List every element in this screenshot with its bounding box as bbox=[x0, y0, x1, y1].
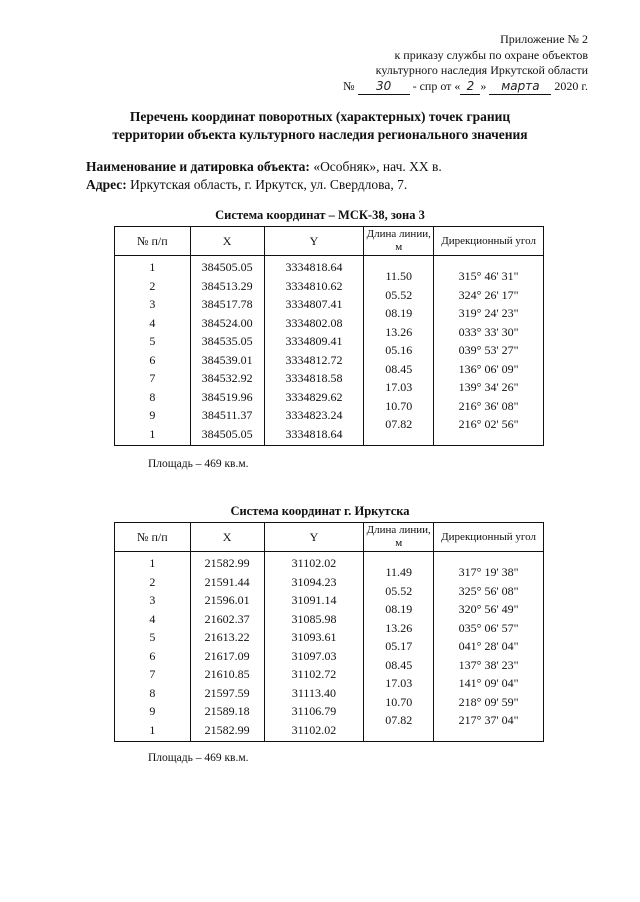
x-cell bbox=[190, 552, 264, 742]
angle-column bbox=[434, 256, 543, 436]
table-cell-value: 384517.78 bbox=[201, 297, 253, 311]
table-cell-value: 7 bbox=[149, 371, 156, 385]
table-cell-value: 136° 06' 09" bbox=[458, 361, 519, 376]
object-address-row bbox=[86, 176, 442, 194]
table-cell-value: 3334818.58 bbox=[285, 371, 343, 385]
col-header-number: № п/п bbox=[115, 227, 191, 256]
table-cell-value: 141° 09' 04" bbox=[458, 676, 519, 690]
table-1-title: Система координат – МСК-38, зона 3 bbox=[215, 208, 425, 222]
table-cell-value: 21602.37 bbox=[204, 611, 250, 626]
table-cell-value: 6 bbox=[149, 648, 156, 663]
table-cell-value: 315° 46' 31" bbox=[458, 269, 519, 283]
table-cell-value: 21610.85 bbox=[204, 667, 250, 681]
angle-cell bbox=[434, 552, 544, 742]
table-cell-value: 08.45 bbox=[385, 657, 413, 672]
table-cell-value: 8 bbox=[149, 685, 156, 700]
y-column bbox=[265, 552, 364, 741]
col-header-angle: Дирекционный угол bbox=[434, 523, 544, 552]
table-cell-value: 320° 56' 49" bbox=[458, 602, 519, 616]
table-cell-value: 216° 36' 08" bbox=[458, 398, 519, 413]
title-line-2: территории объекта культурного наследия регионального значения bbox=[112, 127, 528, 142]
table-cell-value: 9 bbox=[149, 408, 156, 422]
table-cell-value: 10.70 bbox=[385, 398, 413, 413]
table-cell-value: 07.82 bbox=[385, 713, 413, 727]
table-cell-value: 3334823.24 bbox=[285, 408, 343, 422]
table-cell-value: 325° 56' 08" bbox=[458, 583, 519, 598]
table-header-row bbox=[115, 523, 544, 552]
col-header-length: Длина линии, м bbox=[364, 227, 434, 256]
table-cell-value: 137° 38' 23" bbox=[458, 657, 519, 672]
table-cell-value: 1 bbox=[149, 426, 156, 441]
table-cell-value: 039° 53' 27" bbox=[458, 343, 519, 357]
table-cell-value: 5 bbox=[149, 630, 156, 644]
table-cell-value: 3334802.08 bbox=[285, 315, 343, 330]
table-cell-value: 21613.22 bbox=[204, 630, 250, 644]
y-cell bbox=[264, 256, 364, 446]
table-cell-value: 2 bbox=[149, 278, 156, 293]
table-cell-value: 384511.37 bbox=[201, 408, 253, 422]
table-cell-value: 17.03 bbox=[385, 676, 413, 690]
number-sign: № bbox=[343, 78, 355, 93]
col-header-y: Y bbox=[264, 523, 364, 552]
table-cell-value: 21597.59 bbox=[204, 685, 250, 700]
x-column bbox=[191, 552, 264, 741]
table-1-area: Площадь – 469 кв.м. bbox=[148, 458, 249, 470]
table-cell-value: 384539.01 bbox=[201, 352, 253, 367]
table-cell-value: 07.82 bbox=[385, 417, 413, 431]
y-column bbox=[265, 256, 364, 445]
table-cell-value: 3334812.72 bbox=[285, 352, 343, 367]
table-cell-value: 05.52 bbox=[385, 583, 413, 598]
day-close-quote: » bbox=[480, 78, 487, 93]
object-name-value: «Особняк», нач. XX в. bbox=[313, 159, 442, 174]
col-header-x: X bbox=[190, 227, 264, 256]
object-name-label: Наименование и датировка объекта: bbox=[86, 159, 310, 174]
table-cell-value: 3334818.64 bbox=[285, 426, 343, 441]
x-column bbox=[191, 256, 264, 445]
table-cell-value: 3334818.64 bbox=[285, 260, 343, 274]
table-cell-value: 319° 24' 23" bbox=[458, 306, 519, 320]
points-cell bbox=[115, 552, 191, 742]
table-cell-value: 11.50 bbox=[385, 269, 413, 283]
table-cell-value: 31085.98 bbox=[291, 611, 337, 626]
table-body-row bbox=[115, 552, 544, 742]
order-year: 2020 г. bbox=[554, 78, 588, 93]
table-cell-value: 21617.09 bbox=[204, 648, 250, 663]
points-column bbox=[115, 552, 190, 741]
points-column bbox=[115, 256, 190, 445]
table-cell-value: 9 bbox=[149, 704, 156, 718]
table-cell-value: 3334829.62 bbox=[285, 389, 343, 404]
table-cell-value: 2 bbox=[149, 574, 156, 589]
table-2-title: Система координат г. Иркутска bbox=[230, 504, 410, 518]
object-info bbox=[86, 158, 442, 194]
coordinates-table-msk38 bbox=[114, 226, 544, 446]
table-cell-value: 31097.03 bbox=[291, 648, 337, 663]
table-cell-value: 384513.29 bbox=[201, 278, 253, 293]
table-cell-value: 21596.01 bbox=[204, 593, 250, 607]
table-cell-value: 217° 37' 04" bbox=[458, 713, 519, 727]
table-cell-value: 13.26 bbox=[385, 324, 413, 339]
table-cell-value: 5 bbox=[149, 334, 156, 348]
table-cell-value: 4 bbox=[149, 315, 156, 330]
order-number-line bbox=[343, 79, 588, 96]
table-cell-value: 3 bbox=[149, 297, 156, 311]
table-header-row bbox=[115, 227, 544, 256]
table-cell-value: 041° 28' 04" bbox=[458, 639, 519, 653]
table-cell-value: 384532.92 bbox=[201, 371, 253, 385]
table-cell-value: 21589.18 bbox=[204, 704, 250, 718]
table-cell-value: 035° 06' 57" bbox=[458, 620, 519, 635]
table-cell-value: 3 bbox=[149, 593, 156, 607]
table-cell-value: 139° 34' 26" bbox=[458, 380, 519, 394]
table-cell-value: 17.03 bbox=[385, 380, 413, 394]
table-cell-value: 1 bbox=[149, 556, 156, 570]
table-cell-value: 13.26 bbox=[385, 620, 413, 635]
table-cell-value: 384519.96 bbox=[201, 389, 253, 404]
object-address-value: Иркутская область, г. Иркутск, ул. Свердлова, 7. bbox=[130, 177, 408, 192]
table-cell-value: 3334807.41 bbox=[285, 297, 343, 311]
col-header-angle: Дирекционный угол bbox=[434, 227, 544, 256]
table-cell-value: 05.52 bbox=[385, 287, 413, 302]
length-cell bbox=[364, 256, 434, 446]
table-cell-value: 8 bbox=[149, 389, 156, 404]
handwritten-month: марта bbox=[489, 79, 551, 96]
table-cell-value: 05.17 bbox=[385, 639, 413, 653]
handwritten-order-number: 30 bbox=[358, 79, 410, 96]
table-2-area: Площадь – 469 кв.м. bbox=[148, 752, 249, 764]
table-cell-value: 324° 26' 17" bbox=[458, 287, 519, 302]
table-cell-value: 10.70 bbox=[385, 694, 413, 709]
table-cell-value: 384524.00 bbox=[201, 315, 253, 330]
angle-column bbox=[434, 552, 543, 732]
table-cell-value: 216° 02' 56" bbox=[458, 417, 519, 431]
table-cell-value: 21591.44 bbox=[204, 574, 250, 589]
table-cell-value: 08.19 bbox=[385, 306, 413, 320]
y-cell bbox=[264, 552, 364, 742]
length-cell bbox=[364, 552, 434, 742]
table-cell-value: 11.49 bbox=[385, 565, 412, 579]
object-name-row bbox=[86, 158, 442, 176]
table-cell-value: 384505.05 bbox=[201, 260, 253, 274]
appendix-agency: культурного наследия Иркутской области bbox=[375, 63, 588, 77]
appendix-header bbox=[343, 32, 588, 95]
appendix-order-ref: к приказу службы по охране объектов bbox=[394, 47, 588, 62]
table-cell-value: 31102.02 bbox=[291, 722, 337, 737]
table-cell-value: 3334809.41 bbox=[285, 334, 343, 348]
col-header-length: Длина линии, м bbox=[364, 523, 434, 552]
table-cell-value: 1 bbox=[149, 260, 156, 274]
x-cell bbox=[190, 256, 264, 446]
table-cell-value: 7 bbox=[149, 667, 156, 681]
table-cell-value: 317° 19' 38" bbox=[458, 565, 519, 579]
table-cell-value: 21582.99 bbox=[204, 556, 250, 570]
title-line-1: Перечень координат поворотных (характерных) точек границ bbox=[129, 109, 511, 124]
date-prefix: - спр от « bbox=[412, 78, 461, 93]
table-cell-value: 31102.72 bbox=[291, 667, 337, 681]
table-cell-value: 6 bbox=[149, 352, 156, 367]
table-cell-value: 384535.05 bbox=[201, 334, 253, 348]
col-header-x: X bbox=[190, 523, 264, 552]
table-cell-value: 31113.40 bbox=[291, 685, 336, 700]
appendix-title: Приложение № 2 bbox=[500, 32, 588, 46]
table-cell-value: 08.19 bbox=[385, 602, 413, 616]
table-cell-value: 31093.61 bbox=[291, 630, 337, 644]
table-body-row bbox=[115, 256, 544, 446]
table-cell-value: 033° 33' 30" bbox=[458, 324, 519, 339]
table-cell-value: 08.45 bbox=[385, 361, 413, 376]
angle-cell bbox=[434, 256, 544, 446]
table-cell-value: 31094.23 bbox=[291, 574, 337, 589]
table-cell-value: 218° 09' 59" bbox=[458, 694, 519, 709]
table-cell-value: 384505.05 bbox=[201, 426, 253, 441]
points-cell bbox=[115, 256, 191, 446]
table-cell-value: 31102.02 bbox=[291, 556, 337, 570]
table-cell-value: 05.16 bbox=[385, 343, 413, 357]
document-title bbox=[0, 108, 640, 144]
table-cell-value: 31106.79 bbox=[291, 704, 337, 718]
table-cell-value: 21582.99 bbox=[204, 722, 250, 737]
length-column bbox=[364, 552, 433, 732]
table-cell-value: 31091.14 bbox=[291, 593, 337, 607]
length-column bbox=[364, 256, 433, 436]
coordinates-table-irkutsk bbox=[114, 522, 544, 742]
table-cell-value: 3334810.62 bbox=[285, 278, 343, 293]
table-cell-value: 4 bbox=[149, 611, 156, 626]
col-header-y: Y bbox=[264, 227, 364, 256]
table-cell-value: 1 bbox=[149, 722, 156, 737]
col-header-number: № п/п bbox=[115, 523, 191, 552]
object-address-label: Адрес: bbox=[86, 177, 127, 192]
handwritten-day: 2 bbox=[460, 79, 480, 96]
